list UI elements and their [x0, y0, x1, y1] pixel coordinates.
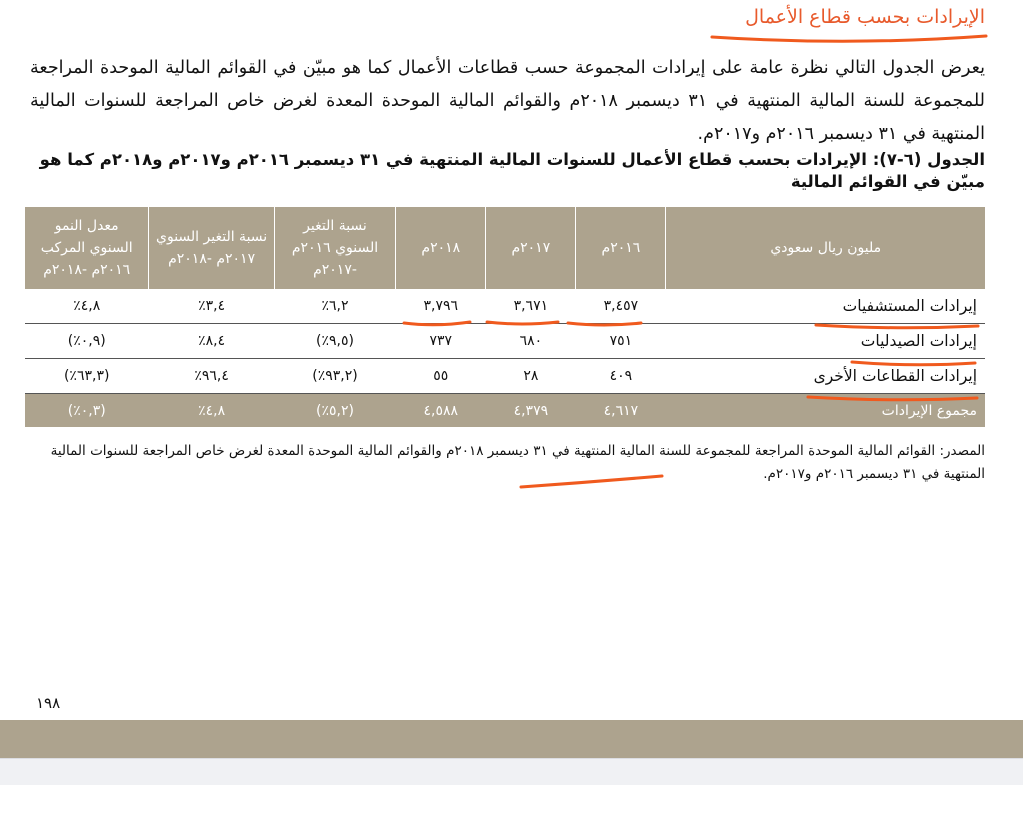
underline-2018-hospitals [404, 322, 470, 325]
header-unit: مليون ريال سعودي [666, 207, 985, 289]
cell-2017: ٤,٣٧٩ [486, 394, 576, 428]
cell-2016: ٧٥١ [576, 324, 666, 359]
cell-change-2016-2017: (٩,٥٪) [274, 324, 395, 359]
underline-2016-hospitals [568, 323, 641, 325]
cell-2016: ٤٠٩ [576, 359, 666, 394]
underline-source [521, 476, 662, 487]
underline-hospitals-label [816, 325, 978, 328]
row-label: إيرادات الصيدليات [666, 324, 985, 359]
cell-2018: ٧٣٧ [396, 324, 486, 359]
underline-title [712, 36, 986, 41]
cell-change-2017-2018: ٤,٨٪ [149, 394, 274, 428]
cell-change-2016-2017: (٩٣,٢٪) [274, 359, 395, 394]
row-label: إيرادات القطاعات الأخرى [666, 359, 985, 394]
cell-cagr: (٠,٩٪) [25, 324, 149, 359]
row-label: مجموع الإيرادات [666, 394, 985, 428]
header-cagr: معدل النمو السنوي المركب ٢٠١٦م -٢٠١٨م [25, 207, 149, 289]
page-number: ١٩٨ [36, 694, 61, 712]
cell-change-2016-2017: ٦,٢٪ [274, 289, 395, 324]
cell-cagr: ٤,٨٪ [25, 289, 149, 324]
underline-2017-hospitals [487, 322, 558, 324]
cell-2016: ٣,٤٥٧ [576, 289, 666, 324]
intro-paragraph: يعرض الجدول التالي نظرة عامة على إيرادات المجموعة حسب قطاعات الأعمال كما هو مبيّن في القوائم المالية الموحدة المراجعة للمجموعة للسنة المالية المنتهية في ٣١ ديسمبر ٢٠١٨م والقوائم المالية الموحدة المعدة لغرض خاص المراجعة للسنوات المالية المنتهية في ٣١ ديسمبر ٢٠١٦م و٢٠١٧م. [30, 58, 985, 144]
underline-other-label [808, 397, 977, 400]
cell-2018: ٣,٧٩٦ [396, 289, 486, 324]
cell-cagr: (٦٣,٣٪) [25, 359, 149, 394]
row-label: إيرادات المستشفيات [666, 289, 985, 324]
header-2016: ٢٠١٦م [576, 207, 666, 289]
header-2017: ٢٠١٧م [486, 207, 576, 289]
header-change-2016-2017: نسبة التغير السنوي ٢٠١٦م -٢٠١٧م [274, 207, 395, 289]
section-title: الإيرادات بحسب قطاع الأعمال [745, 6, 985, 28]
cell-change-2016-2017: (٥,٢٪) [274, 394, 395, 428]
underline-pharmacies-label [852, 362, 975, 365]
cell-change-2017-2018: ٣,٤٪ [149, 289, 274, 324]
source-note: المصدر: القوائم المالية الموحدة المراجعة للمجموعة للسنة المالية المنتهية في ٣١ ديسمبر ٢٠١٨م والقوائم المالية الموحدة المعدة لغرض خاص المراجعة للسنوات المالية المنتهية في ٣١ ديسمبر ٢٠١٦م و٢٠١٧م. [50, 443, 985, 482]
cell-change-2017-2018: ٩٦,٤٪ [149, 359, 274, 394]
cell-cagr: (٠,٣٪) [25, 394, 149, 428]
cell-2017: ٢٨ [486, 359, 576, 394]
cell-2018: ٥٥ [396, 359, 486, 394]
cell-2017: ٦٨٠ [486, 324, 576, 359]
cell-2018: ٤,٥٨٨ [396, 394, 486, 428]
cell-2016: ٤,٦١٧ [576, 394, 666, 428]
cell-change-2017-2018: ٨,٤٪ [149, 324, 274, 359]
header-2018: ٢٠١٨م [396, 207, 486, 289]
table-caption: الجدول (٦-٧): الإيرادات بحسب قطاع الأعمال للسنوات المالية المنتهية في ٣١ ديسمبر ٢٠١٦م و٢٠١٧م و٢٠١٨م كما هو مبيّن في القوائم المالية [39, 150, 985, 191]
header-change-2017-2018: نسبة التغير السنوي ٢٠١٧م -٢٠١٨م [149, 207, 274, 289]
cell-2017: ٣,٦٧١ [486, 289, 576, 324]
